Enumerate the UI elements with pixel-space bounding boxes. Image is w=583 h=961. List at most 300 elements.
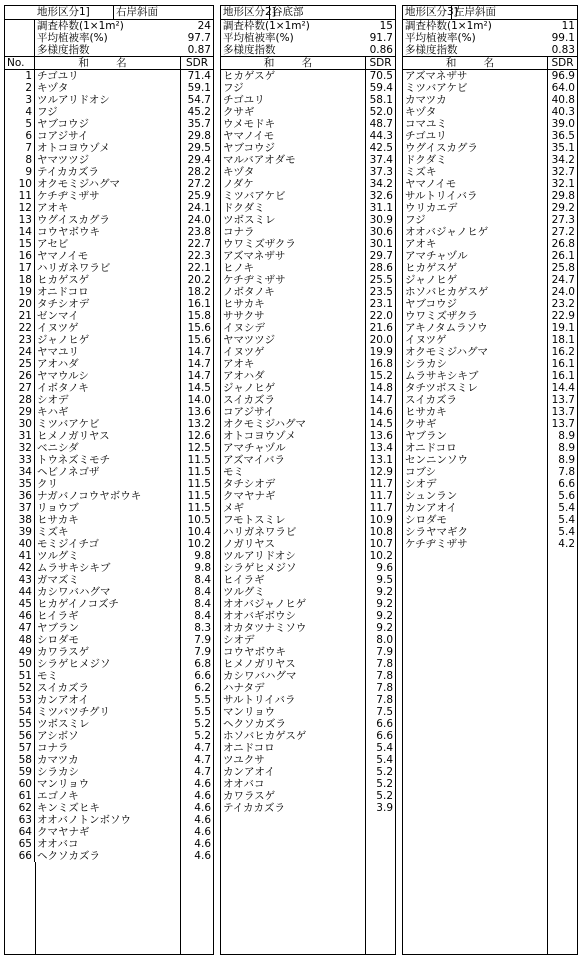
species-name: クリ bbox=[37, 477, 58, 490]
species-name: クマヤナギ bbox=[37, 825, 90, 838]
table-row bbox=[5, 598, 213, 610]
sdr-value: 6.6 bbox=[365, 730, 395, 742]
species-name: オニドコロ bbox=[37, 285, 89, 298]
species-name: カワラスゲ bbox=[223, 789, 276, 802]
sdr-value: 16.2 bbox=[547, 346, 577, 358]
species-name: ケチヂミザサ bbox=[405, 537, 468, 550]
species-name: チゴユリ bbox=[405, 129, 447, 142]
table-row bbox=[403, 382, 577, 394]
sdr-value: 14.8 bbox=[365, 382, 395, 394]
row-number: 3 bbox=[5, 94, 35, 106]
sdr-value: 8.4 bbox=[180, 574, 213, 586]
sdr-value: 5.2 bbox=[365, 778, 395, 790]
region-header bbox=[5, 6, 213, 20]
sdr-value: 24.0 bbox=[180, 214, 213, 226]
species-name: シュンラン bbox=[405, 489, 458, 502]
filler-sdr bbox=[180, 862, 213, 955]
table-row bbox=[5, 190, 213, 202]
table-row bbox=[5, 526, 213, 538]
table-row bbox=[5, 142, 213, 154]
stat-label: 多様度指数 bbox=[405, 43, 458, 56]
sdr-value: 22.7 bbox=[180, 238, 213, 250]
table-row bbox=[403, 262, 577, 274]
species-name: ヒイラギ bbox=[223, 573, 265, 586]
species-name: ツボスミレ bbox=[223, 213, 276, 226]
row-number: 63 bbox=[5, 814, 35, 826]
sdr-value: 12.5 bbox=[180, 442, 213, 454]
table-row bbox=[5, 694, 213, 706]
sdr-value: 18.1 bbox=[547, 334, 577, 346]
table-row bbox=[403, 130, 577, 142]
species-name: チゴユリ bbox=[223, 93, 265, 106]
column-header bbox=[403, 57, 577, 70]
table-row bbox=[221, 502, 395, 514]
sdr-value: 15.6 bbox=[180, 334, 213, 346]
sdr-value: 14.7 bbox=[365, 394, 395, 406]
table-row bbox=[5, 466, 213, 478]
sdr-value: 6.2 bbox=[180, 682, 213, 694]
species-name: ヒカゲスゲ bbox=[223, 69, 276, 82]
row-number: 29 bbox=[5, 406, 35, 418]
table-row bbox=[5, 454, 213, 466]
table-row bbox=[221, 742, 395, 754]
sdr-value: 10.9 bbox=[365, 514, 395, 526]
row-number: 57 bbox=[5, 742, 35, 754]
table-row bbox=[221, 286, 395, 298]
species-name: ツルアリドオシ bbox=[223, 549, 296, 562]
species-name: タチツボスミレ bbox=[405, 381, 478, 394]
species-name: ウグイスカグラ bbox=[405, 141, 478, 154]
sdr-value: 22.0 bbox=[365, 310, 395, 322]
table-row bbox=[5, 682, 213, 694]
table-row bbox=[5, 838, 213, 850]
species-name: アズマイバラ bbox=[223, 453, 285, 466]
row-number: 30 bbox=[5, 418, 35, 430]
stat-label: 平均植被率(%) bbox=[223, 31, 294, 44]
row-number: 22 bbox=[5, 322, 35, 334]
species-name: タチシオデ bbox=[37, 297, 90, 310]
species-name: ミツバアケビ bbox=[37, 417, 100, 430]
stat-value: 99.1 bbox=[551, 31, 575, 44]
species-name: オオバノトンボソウ bbox=[37, 813, 131, 826]
sdr-value: 14.6 bbox=[365, 406, 395, 418]
sdr-value: 30.6 bbox=[365, 226, 395, 238]
species-name: マルバアオダモ bbox=[223, 153, 296, 166]
species-name: テイカカズラ bbox=[223, 801, 285, 814]
sdr-value: 25.9 bbox=[180, 190, 213, 202]
stat-spacer bbox=[5, 20, 35, 32]
sdr-value: 5.2 bbox=[365, 790, 395, 802]
row-number: 66 bbox=[5, 850, 35, 862]
table-row bbox=[221, 346, 395, 358]
table-row bbox=[5, 538, 213, 550]
table-row bbox=[221, 418, 395, 430]
species-name: ツルアリドオシ bbox=[37, 93, 110, 106]
table-row bbox=[5, 574, 213, 586]
sdr-value: 13.2 bbox=[180, 418, 213, 430]
table-row bbox=[403, 466, 577, 478]
sdr-value: 8.9 bbox=[547, 430, 577, 442]
species-name: タチシオデ bbox=[223, 477, 276, 490]
sdr-value: 27.3 bbox=[547, 214, 577, 226]
sdr-value: 8.3 bbox=[180, 622, 213, 634]
table-row bbox=[5, 766, 213, 778]
row-number: 40 bbox=[5, 538, 35, 550]
species-name: カシワバハグマ bbox=[37, 585, 111, 598]
species-name: アキノタムラソウ bbox=[405, 321, 488, 334]
species-name: ミツバアケビ bbox=[223, 189, 286, 202]
table-row bbox=[221, 106, 395, 118]
table-row bbox=[5, 622, 213, 634]
species-name: フジ bbox=[405, 213, 426, 226]
table-row bbox=[5, 514, 213, 526]
species-name: ヤブラン bbox=[405, 429, 447, 442]
sdr-value: 23.2 bbox=[547, 298, 577, 310]
stat-spacer bbox=[5, 44, 35, 56]
filler-name bbox=[221, 814, 365, 955]
sdr-value: 8.9 bbox=[547, 454, 577, 466]
row-number: 28 bbox=[5, 394, 35, 406]
table-row bbox=[221, 70, 395, 82]
table-row bbox=[403, 502, 577, 514]
table-row bbox=[403, 490, 577, 502]
sdr-value: 10.8 bbox=[365, 526, 395, 538]
sdr-value: 32.7 bbox=[547, 166, 577, 178]
sdr-value: 24.7 bbox=[547, 274, 577, 286]
species-name: テイカカズラ bbox=[37, 165, 99, 178]
species-name: ウワミズザクラ bbox=[405, 309, 478, 322]
sdr-value: 30.1 bbox=[365, 238, 395, 250]
species-name: モミ bbox=[37, 669, 58, 682]
species-name: ノボタノキ bbox=[223, 285, 275, 298]
table-row bbox=[403, 226, 577, 238]
sdr-value: 21.6 bbox=[365, 322, 395, 334]
table-row bbox=[221, 334, 395, 346]
table-row bbox=[403, 286, 577, 298]
table-row bbox=[221, 454, 395, 466]
col-sdr-header: SDR bbox=[180, 57, 213, 69]
sdr-value: 4.2 bbox=[547, 538, 577, 550]
row-number: 8 bbox=[5, 154, 35, 166]
species-name: オクモミジハグマ bbox=[37, 177, 121, 190]
species-name: マンリョウ bbox=[223, 705, 276, 718]
table-row bbox=[5, 166, 213, 178]
table-row bbox=[221, 466, 395, 478]
stat-row bbox=[221, 44, 395, 57]
row-number: 59 bbox=[5, 766, 35, 778]
species-name: アズマネザサ bbox=[223, 249, 286, 262]
sdr-value: 11.7 bbox=[365, 478, 395, 490]
species-name: アオハダ bbox=[37, 357, 79, 370]
col-name-header: 和 名 bbox=[78, 56, 139, 69]
row-number: 35 bbox=[5, 478, 35, 490]
stat-row bbox=[221, 20, 395, 32]
stat-label: 調査枠数(1×1m²) bbox=[405, 19, 492, 32]
sdr-value: 31.1 bbox=[365, 202, 395, 214]
table-row bbox=[5, 82, 213, 94]
table-row bbox=[221, 94, 395, 106]
sdr-value: 5.4 bbox=[547, 502, 577, 514]
species-name: アオキ bbox=[223, 357, 255, 370]
region-value: 左岸斜面 bbox=[454, 6, 496, 18]
stat-row bbox=[403, 20, 577, 32]
sdr-value: 6.6 bbox=[365, 718, 395, 730]
stat-row bbox=[5, 20, 213, 32]
species-name: モミジイチゴ bbox=[37, 537, 100, 550]
species-name: ツルグミ bbox=[37, 549, 79, 562]
species-name: ヒメノガリヤス bbox=[223, 657, 296, 670]
sdr-value: 10.5 bbox=[180, 514, 213, 526]
sdr-value: 13.4 bbox=[365, 442, 395, 454]
sdr-value: 22.9 bbox=[547, 310, 577, 322]
table-row bbox=[5, 118, 213, 130]
table-row bbox=[5, 226, 213, 238]
table-row bbox=[403, 334, 577, 346]
table-row bbox=[403, 478, 577, 490]
sdr-value: 40.8 bbox=[547, 94, 577, 106]
sdr-value: 7.8 bbox=[365, 658, 395, 670]
table-row bbox=[221, 694, 395, 706]
sdr-value: 20.0 bbox=[365, 334, 395, 346]
row-number: 36 bbox=[5, 490, 35, 502]
species-name: ヤマツツジ bbox=[223, 333, 276, 346]
sdr-value: 5.2 bbox=[365, 766, 395, 778]
sdr-value: 4.6 bbox=[180, 826, 213, 838]
table-row bbox=[221, 358, 395, 370]
species-name: キヅタ bbox=[37, 81, 69, 94]
table-row bbox=[5, 310, 213, 322]
sdr-value: 16.1 bbox=[547, 358, 577, 370]
table-row bbox=[5, 802, 213, 814]
sdr-value: 23.5 bbox=[365, 286, 395, 298]
sdr-value: 7.8 bbox=[365, 694, 395, 706]
sdr-value: 13.6 bbox=[180, 406, 213, 418]
sdr-value: 5.2 bbox=[180, 730, 213, 742]
row-number: 21 bbox=[5, 310, 35, 322]
species-name: アズマネザサ bbox=[405, 69, 468, 82]
species-name: コアジサイ bbox=[37, 129, 89, 142]
table-row bbox=[5, 286, 213, 298]
table-row bbox=[5, 334, 213, 346]
row-number: 65 bbox=[5, 838, 35, 850]
species-name: カシワバハグマ bbox=[223, 669, 297, 682]
sdr-value: 35.1 bbox=[547, 142, 577, 154]
sdr-value: 4.6 bbox=[180, 802, 213, 814]
table-row bbox=[221, 646, 395, 658]
table-row bbox=[221, 394, 395, 406]
table-row bbox=[403, 442, 577, 454]
row-number: 18 bbox=[5, 274, 35, 286]
row-number: 60 bbox=[5, 778, 35, 790]
sdr-value: 29.8 bbox=[180, 130, 213, 142]
region-header bbox=[403, 6, 577, 20]
column-filler bbox=[221, 814, 395, 955]
table-row bbox=[403, 526, 577, 538]
species-name: シラヤマギク bbox=[405, 525, 468, 538]
species-name: ヒカゲスゲ bbox=[37, 273, 90, 286]
table-row bbox=[5, 550, 213, 562]
row-number: 19 bbox=[5, 286, 35, 298]
region-panel-2 bbox=[220, 5, 396, 955]
row-number: 9 bbox=[5, 166, 35, 178]
sdr-value: 59.4 bbox=[365, 82, 395, 94]
species-name: シオデ bbox=[37, 393, 69, 406]
species-name: コアジサイ bbox=[223, 405, 275, 418]
table-row bbox=[5, 502, 213, 514]
species-name: クサギ bbox=[223, 105, 255, 118]
row-number: 16 bbox=[5, 250, 35, 262]
stat-label: 平均植被率(%) bbox=[405, 31, 476, 44]
species-name: シオデ bbox=[223, 633, 255, 646]
sdr-value: 14.5 bbox=[180, 382, 213, 394]
table-row bbox=[403, 166, 577, 178]
sdr-value: 70.5 bbox=[365, 70, 395, 82]
species-name: アオキ bbox=[405, 237, 437, 250]
species-name: フジ bbox=[37, 105, 58, 118]
species-name: シラカシ bbox=[37, 765, 79, 778]
species-name: スイカズラ bbox=[223, 393, 275, 406]
stat-value: 24 bbox=[197, 19, 211, 32]
sdr-value: 5.4 bbox=[365, 754, 395, 766]
sdr-value: 23.8 bbox=[180, 226, 213, 238]
sdr-value: 11.5 bbox=[180, 466, 213, 478]
table-row bbox=[221, 130, 395, 142]
sdr-value: 7.8 bbox=[365, 670, 395, 682]
table-row bbox=[5, 826, 213, 838]
row-number: 56 bbox=[5, 730, 35, 742]
sdr-value: 4.7 bbox=[180, 754, 213, 766]
sdr-value: 19.1 bbox=[547, 322, 577, 334]
table-row bbox=[403, 70, 577, 82]
sdr-value: 14.7 bbox=[180, 358, 213, 370]
species-name: ヒメノガリヤス bbox=[37, 429, 110, 442]
species-name: ムラサキシキブ bbox=[37, 561, 111, 574]
sdr-value: 13.7 bbox=[547, 406, 577, 418]
species-name: キハギ bbox=[37, 405, 69, 418]
species-name: コブシ bbox=[405, 465, 437, 478]
table-row bbox=[5, 394, 213, 406]
table-row bbox=[403, 154, 577, 166]
table-row bbox=[221, 490, 395, 502]
species-name: コナラ bbox=[223, 225, 255, 238]
row-number: 49 bbox=[5, 646, 35, 658]
table-row bbox=[221, 238, 395, 250]
stat-value: 11 bbox=[561, 19, 575, 32]
table-row bbox=[221, 118, 395, 130]
sdr-value: 34.2 bbox=[365, 178, 395, 190]
species-name: ヤブコウジ bbox=[37, 117, 89, 130]
table-row bbox=[221, 406, 395, 418]
filler-sdr bbox=[365, 814, 395, 955]
table-row bbox=[5, 670, 213, 682]
row-number: 46 bbox=[5, 610, 35, 622]
species-name: ヘビノネゴザ bbox=[37, 465, 100, 478]
species-name: オオバコ bbox=[223, 777, 265, 790]
species-name: ムラサキシキブ bbox=[405, 369, 479, 382]
row-number: 2 bbox=[5, 82, 35, 94]
stat-cell bbox=[35, 20, 213, 32]
sdr-value: 7.8 bbox=[547, 466, 577, 478]
sdr-value: 29.7 bbox=[365, 250, 395, 262]
region-value: 右岸斜面 bbox=[116, 6, 158, 18]
species-name: ウグイスカグラ bbox=[37, 213, 110, 226]
sdr-value: 5.5 bbox=[180, 706, 213, 718]
species-name: ヤブコウジ bbox=[405, 297, 457, 310]
sdr-value: 10.2 bbox=[365, 550, 395, 562]
table-row bbox=[403, 82, 577, 94]
species-name: オオバギボウシ bbox=[223, 609, 296, 622]
species-name: ノガリヤス bbox=[223, 537, 275, 550]
sdr-value: 37.4 bbox=[365, 154, 395, 166]
table-row bbox=[403, 430, 577, 442]
sdr-value: 35.7 bbox=[180, 118, 213, 130]
species-name: イヌツゲ bbox=[405, 333, 447, 346]
sdr-value: 7.8 bbox=[365, 682, 395, 694]
species-name: メギ bbox=[223, 501, 244, 514]
row-number: 20 bbox=[5, 298, 35, 310]
sdr-value: 9.2 bbox=[365, 622, 395, 634]
table-row bbox=[5, 586, 213, 598]
species-name: センニンソウ bbox=[405, 453, 468, 466]
species-name: ウリカエデ bbox=[405, 201, 458, 214]
species-name: スイカズラ bbox=[37, 681, 89, 694]
table-row bbox=[5, 478, 213, 490]
table-row bbox=[403, 310, 577, 322]
sdr-value: 29.8 bbox=[547, 190, 577, 202]
sdr-value: 9.6 bbox=[365, 562, 395, 574]
sdr-value: 29.5 bbox=[180, 142, 213, 154]
table-row bbox=[403, 274, 577, 286]
row-number: 24 bbox=[5, 346, 35, 358]
sdr-value: 34.2 bbox=[547, 154, 577, 166]
table-row bbox=[221, 802, 395, 814]
species-name: ゼンマイ bbox=[37, 309, 79, 322]
stat-row bbox=[221, 32, 395, 44]
stat-row bbox=[403, 44, 577, 57]
region-header bbox=[221, 6, 395, 20]
species-name: リョウブ bbox=[37, 501, 79, 514]
sdr-value: 96.9 bbox=[547, 70, 577, 82]
sdr-value: 10.7 bbox=[365, 538, 395, 550]
table-row bbox=[403, 238, 577, 250]
species-name: ヤマツツジ bbox=[37, 153, 90, 166]
table-row bbox=[5, 298, 213, 310]
species-name: カンアオイ bbox=[37, 693, 89, 706]
row-number: 1 bbox=[5, 70, 35, 82]
stat-label: 平均植被率(%) bbox=[37, 31, 108, 44]
species-name: クサギ bbox=[405, 417, 437, 430]
table-row bbox=[221, 178, 395, 190]
row-number: 4 bbox=[5, 106, 35, 118]
row-number: 12 bbox=[5, 202, 35, 214]
sdr-value: 12.9 bbox=[365, 466, 395, 478]
sdr-value: 11.5 bbox=[180, 454, 213, 466]
sdr-value: 44.3 bbox=[365, 130, 395, 142]
table-row bbox=[221, 382, 395, 394]
table-row bbox=[221, 778, 395, 790]
table-row bbox=[5, 490, 213, 502]
row-number: 55 bbox=[5, 718, 35, 730]
species-name: コナラ bbox=[37, 741, 69, 754]
stat-cell bbox=[221, 44, 395, 56]
table-row bbox=[5, 70, 213, 82]
species-name: シラカシ bbox=[405, 357, 447, 370]
row-number: 39 bbox=[5, 526, 35, 538]
table-row bbox=[221, 754, 395, 766]
col-no-header: No. bbox=[5, 57, 35, 69]
species-name: ジャノヒゲ bbox=[37, 333, 90, 346]
table-row bbox=[221, 250, 395, 262]
